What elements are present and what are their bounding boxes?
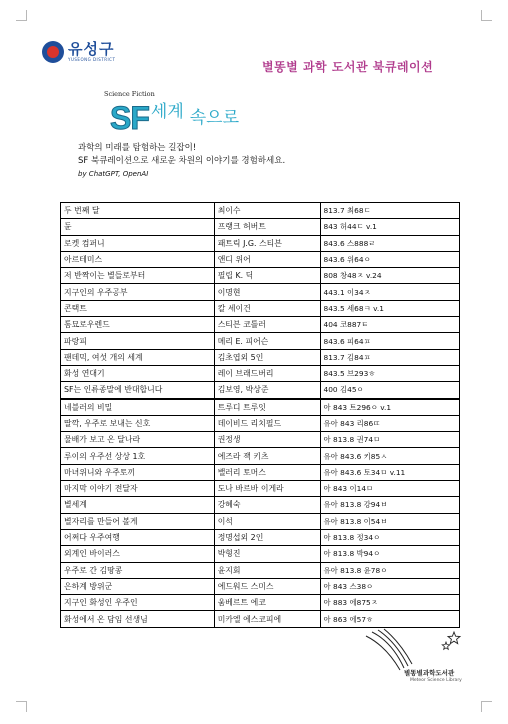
book-title: 저 반짝이는 별들로부터 [61, 268, 215, 284]
table-row [61, 349, 460, 365]
book-title: 별세계 [61, 497, 215, 513]
book-call-number: 843.6 스888ㄹ [320, 235, 459, 251]
book-title: 네블러의 비밀 [61, 399, 215, 416]
book-call-number: 아 813.8 권74ㅁ [320, 432, 459, 448]
book-author: 권정생 [214, 432, 320, 448]
table-row [61, 432, 460, 448]
book-title: 물배가 보고 온 달나라 [61, 432, 215, 448]
book-call-number: 아 843 스38ㅇ [320, 578, 459, 594]
book-author: 김보영, 박상준 [214, 382, 320, 399]
table-row [61, 365, 460, 381]
hero-title [110, 97, 239, 137]
book-title: 아르테미스 [61, 251, 215, 267]
book-author: 박형진 [214, 546, 320, 562]
book-author: 필립 K. 딕 [214, 268, 320, 284]
book-author: 칼 세이건 [214, 300, 320, 316]
book-title: 은하계 방위군 [61, 578, 215, 594]
table-row [61, 497, 460, 513]
table-row [61, 578, 460, 594]
book-call-number: 아 813.8 정34ㅇ [320, 529, 459, 545]
hero-title-sf: SF [110, 100, 149, 136]
book-call-number: 843.5 브293ㅎ [320, 365, 459, 381]
book-list-table [60, 202, 460, 628]
book-call-number: 유아 813.8 강94ㅂ [320, 497, 459, 513]
book-author: 미카엘 에스코피에 [214, 611, 320, 627]
table-row [61, 382, 460, 399]
table-row [61, 300, 460, 316]
library-name: 별똥별과학도서관 [404, 669, 455, 677]
page-title: 별똥별 과학 도서관 북큐레이션 [262, 60, 434, 74]
book-author: 앤디 위어 [214, 251, 320, 267]
book-call-number: 아 843 트296ㅇ v.1 [320, 399, 459, 416]
intro-line-1: 과학의 미래를 탐험하는 길잡이! [78, 143, 197, 153]
book-title: 어쩌다 우주여행 [61, 529, 215, 545]
book-call-number: 813.7 김84ㅍ [320, 349, 459, 365]
book-author: 프랭크 허버트 [214, 219, 320, 235]
book-call-number: 아 883 에875ㅈ [320, 595, 459, 611]
book-title: 팬데믹, 여섯 개의 세계 [61, 349, 215, 365]
book-author: 레이 브래드버리 [214, 365, 320, 381]
book-call-number: 843.6 피64ㅍ [320, 333, 459, 349]
book-title: 두 번째 달 [61, 203, 215, 219]
hero-title-word2: 속으로 [189, 108, 240, 128]
book-title: 딸깍, 우주로 보내는 신호 [61, 415, 215, 431]
table-row [61, 611, 460, 627]
book-call-number: 유아 813.8 이54ㅂ [320, 513, 459, 529]
table-row [61, 333, 460, 349]
district-emblem-icon [42, 41, 64, 63]
book-call-number: 400 김45ㅇ [320, 382, 459, 399]
book-title: 듄 [61, 219, 215, 235]
table-row [61, 481, 460, 497]
book-call-number: 443.1 이34ㅈ [320, 284, 459, 300]
book-title: 루이의 우주선 상상 1호 [61, 448, 215, 464]
table-row [61, 203, 460, 219]
book-title: 별자리를 만들어 볼게 [61, 513, 215, 529]
book-author: 정명섭외 2인 [214, 529, 320, 545]
table-row [61, 317, 460, 333]
table-row [61, 219, 460, 235]
book-call-number: 아 843 이14ㅁ [320, 481, 459, 497]
page-corner-mark [16, 701, 27, 712]
table-row [61, 284, 460, 300]
book-author: 도나 바르바 이게라 [214, 481, 320, 497]
page-corner-mark [16, 10, 27, 21]
table-row [61, 235, 460, 251]
book-title: 지구인 화성인 우주인 [61, 595, 215, 611]
book-author: 윤지회 [214, 562, 320, 578]
table-row [61, 595, 460, 611]
intro-line-2: SF 북큐레이션으로 새로운 차원의 이야기를 경험하세요. [78, 156, 286, 166]
book-title: 화성에서 온 담임 선생님 [61, 611, 215, 627]
genre-label: Science Fiction [104, 90, 155, 98]
book-title: 지구인의 우주공부 [61, 284, 215, 300]
district-logo [42, 40, 115, 64]
table-row [61, 546, 460, 562]
book-call-number: 아 863 에57ㅎ [320, 611, 459, 627]
book-call-number: 404 코887ㅌ [320, 317, 459, 333]
book-call-number: 아 813.8 박94ㅇ [320, 546, 459, 562]
book-call-number: 유아 843.6 토34ㅁ v.11 [320, 464, 459, 480]
book-title: 로켓 컴퍼니 [61, 235, 215, 251]
book-author: 김초엽외 5인 [214, 349, 320, 365]
book-call-number: 843 허44ㄷ v.1 [320, 219, 459, 235]
book-author: 스티븐 코틀러 [214, 317, 320, 333]
book-title: 톰묘로우렌드 [61, 317, 215, 333]
book-title: 화성 연대기 [61, 365, 215, 381]
page-corner-mark [481, 10, 492, 21]
table-row [61, 464, 460, 480]
book-author: 트루디 트루잇 [214, 399, 320, 416]
book-title: 외계인 바이러스 [61, 546, 215, 562]
book-author: 패트릭 J.G. 스티븐 [214, 235, 320, 251]
book-author: 에즈라 잭 키츠 [214, 448, 320, 464]
book-author: 밸러리 토머스 [214, 464, 320, 480]
district-subname: YUSEONG DISTRICT [68, 57, 116, 62]
book-call-number: 843.5 세68ㅋ v.1 [320, 300, 459, 316]
book-author: 이명현 [214, 284, 320, 300]
book-author: 강혜숙 [214, 497, 320, 513]
book-author: 에드워드 스미스 [214, 578, 320, 594]
book-call-number: 843.6 위64ㅇ [320, 251, 459, 267]
library-logo [362, 628, 472, 684]
table-row [61, 562, 460, 578]
book-author: 이석 [214, 513, 320, 529]
table-row [61, 529, 460, 545]
intro-text [78, 142, 285, 181]
hero-title-word1: 세계 [150, 102, 184, 122]
intro-byline: by ChatGPT, OpenAI [78, 170, 149, 178]
book-author: 최이수 [214, 203, 320, 219]
book-title: 우주로 간 김땅콩 [61, 562, 215, 578]
book-call-number: 808 창48ㅈ v.24 [320, 268, 459, 284]
book-title: 콘택트 [61, 300, 215, 316]
district-name: 유성구 [68, 40, 115, 58]
page-corner-mark [481, 701, 492, 712]
table-row [61, 251, 460, 267]
table-row [61, 448, 460, 464]
book-author: 움베르트 에코 [214, 595, 320, 611]
book-author: 메리 E. 피어슨 [214, 333, 320, 349]
table-row [61, 513, 460, 529]
book-call-number: 813.7 최68ㄷ [320, 203, 459, 219]
book-call-number: 유아 843 리86ㄸ [320, 415, 459, 431]
library-subname: Meteor Science Library [410, 678, 462, 683]
book-author: 데이비드 리치필드 [214, 415, 320, 431]
book-call-number: 유아 813.8 윤78ㅇ [320, 562, 459, 578]
book-title: 마녀위니와 우주토끼 [61, 464, 215, 480]
book-call-number: 유아 843.6 키85ㅅ [320, 448, 459, 464]
book-title: SF는 인류종말에 반대합니다 [61, 382, 215, 399]
book-title: 마지막 이야기 전달자 [61, 481, 215, 497]
table-row [61, 415, 460, 431]
table-row [61, 268, 460, 284]
book-title: 파랑피 [61, 333, 215, 349]
table-row [61, 399, 460, 416]
